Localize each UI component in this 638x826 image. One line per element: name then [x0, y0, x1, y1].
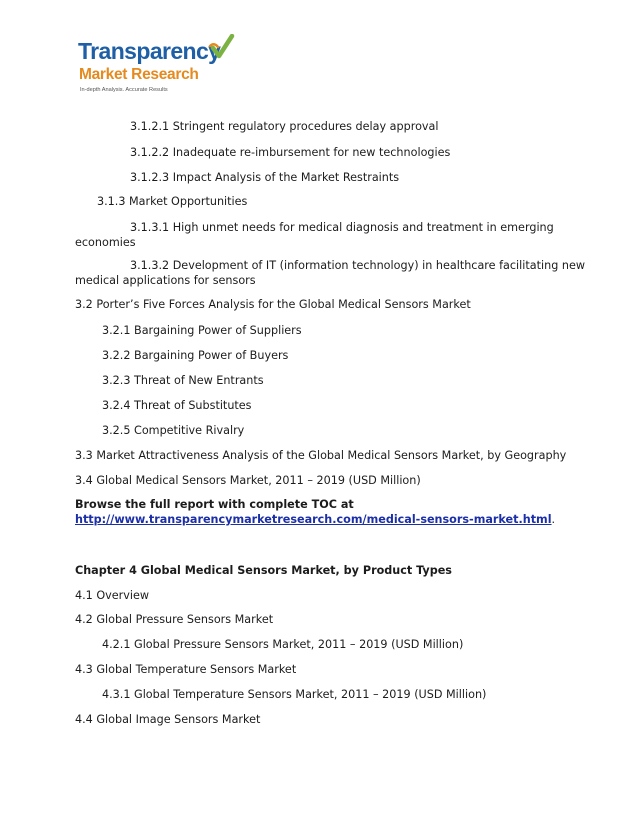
toc-3-2: 3.2 Porter’s Five Forces Analysis for the Global Medical Sensors Market	[75, 298, 471, 311]
company-logo	[78, 34, 248, 98]
logo-tagline: In-depth Analysis. Accurate Results	[80, 87, 168, 93]
toc-4-2: 4.2 Global Pressure Sensors Market	[75, 613, 274, 626]
browse-report-link-line	[75, 512, 555, 527]
toc-3-1-2-1: 3.1.2.1 Stringent regulatory procedures delay approval	[130, 120, 439, 133]
toc-4-3: 4.3 Global Temperature Sensors Market	[75, 663, 297, 676]
logo-graphic	[78, 34, 248, 98]
toc-3-2-2: 3.2.2 Bargaining Power of Buyers	[102, 349, 289, 362]
toc-3-1-3-1-line2: economies	[75, 236, 136, 249]
toc-3-1-3-2-line2: medical applications for sensors	[75, 274, 256, 287]
toc-3-1-3: 3.1.3 Market Opportunities	[97, 195, 248, 208]
toc-3-1-3-2-line1: 3.1.3.2 Development of IT (information technology) in healthcare facilitating new	[130, 259, 585, 272]
toc-3-1-2-2: 3.1.2.2 Inadequate re-imbursement for new technologies	[130, 146, 451, 159]
toc-4-1: 4.1 Overview	[75, 589, 150, 602]
toc-3-3: 3.3 Market Attractiveness Analysis of the Global Medical Sensors Market, by Geography	[75, 449, 567, 462]
toc-4-4: 4.4 Global Image Sensors Market	[75, 713, 261, 726]
toc-3-2-1: 3.2.1 Bargaining Power of Suppliers	[102, 324, 302, 337]
toc-3-2-5: 3.2.5 Competitive Rivalry	[102, 424, 245, 437]
toc-4-3-1: 4.3.1 Global Temperature Sensors Market, 2011 – 2019 (USD Million)	[102, 688, 487, 701]
toc-3-4: 3.4 Global Medical Sensors Market, 2011 – 2019 (USD Million)	[75, 474, 421, 487]
toc-4-2-1: 4.2.1 Global Pressure Sensors Market, 2011 – 2019 (USD Million)	[102, 638, 464, 651]
toc-3-1-3-1-line1: 3.1.3.1 High unmet needs for medical diagnosis and treatment in emerging	[130, 221, 554, 234]
logo-name-line2: Market Research	[79, 66, 199, 83]
chapter-4-heading: Chapter 4 Global Medical Sensors Market, by Product Types	[75, 564, 452, 577]
toc-3-1-2-3: 3.1.2.3 Impact Analysis of the Market Restraints	[130, 171, 400, 184]
toc-3-2-3: 3.2.3 Threat of New Entrants	[102, 374, 264, 387]
logo-name-line1: Transparency	[78, 38, 221, 64]
report-url-link[interactable]: http://www.transparencymarketresearch.com/medical-sensors-market.html	[75, 513, 552, 526]
link-trailing-period: .	[551, 513, 556, 526]
toc-3-2-4: 3.2.4 Threat of Substitutes	[102, 399, 252, 412]
browse-report-text: Browse the full report with complete TOC at	[75, 498, 354, 511]
